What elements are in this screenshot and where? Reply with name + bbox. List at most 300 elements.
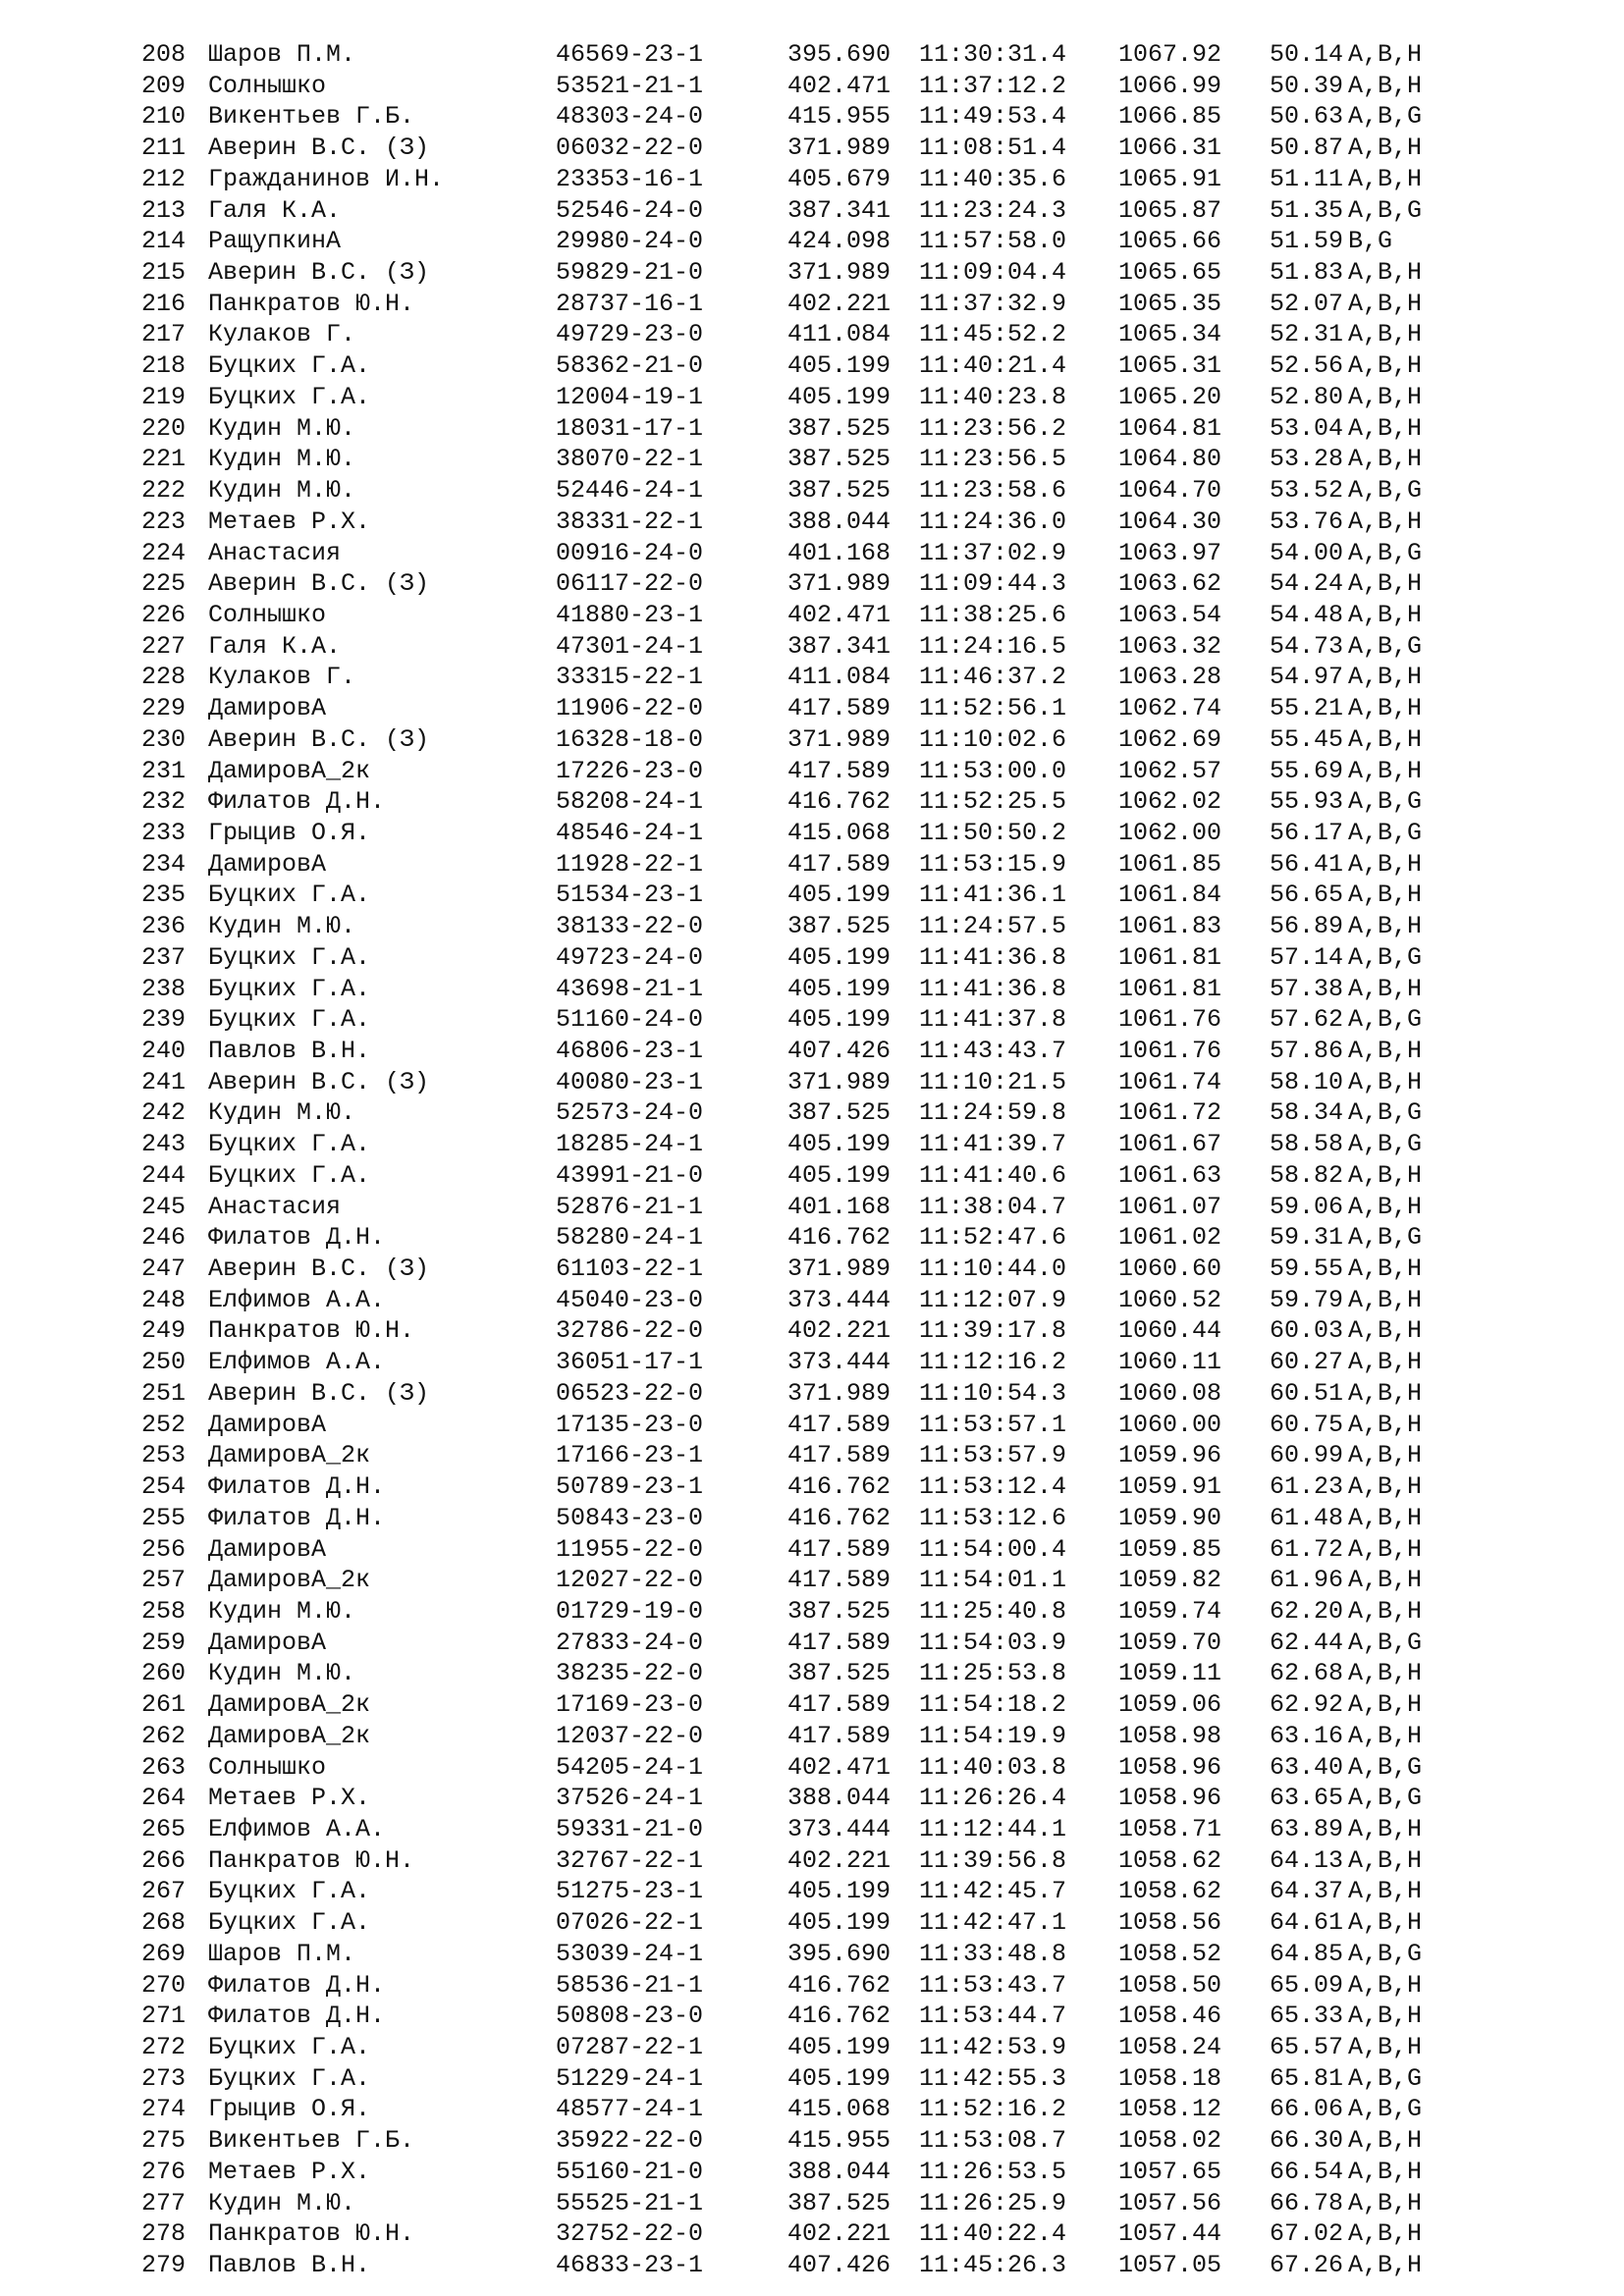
- distance-km: 405.199: [787, 1130, 892, 1159]
- place-number: 246: [141, 1223, 187, 1253]
- distance-km: 416.762: [787, 1970, 892, 2000]
- ring-number: 46806-23-1: [556, 1037, 704, 1065]
- arrival-time: 11:41:40.6: [919, 1160, 1067, 1190]
- fancier-name: Аверин В.С. (З): [208, 569, 430, 599]
- arrival-time: 11:49:53.4: [919, 102, 1067, 132]
- coefficient-value: 63.40: [1270, 1752, 1344, 1782]
- category-flags: A,B,H: [1348, 1472, 1423, 1502]
- place-number: 263: [141, 1752, 187, 1782]
- ring-number: 50808-23-0: [556, 2002, 704, 2031]
- category-flags: A,B,G: [1348, 2095, 1423, 2124]
- distance-km: 371.989: [787, 133, 892, 163]
- place-number: 210: [141, 102, 187, 132]
- ring-number: 29980-24-0: [556, 227, 704, 256]
- speed-value: 1061.63: [1118, 1160, 1222, 1190]
- coefficient-value: 59.55: [1270, 1255, 1344, 1284]
- arrival-time: 11:24:57.5: [919, 912, 1067, 941]
- category-flags: A,B,G: [1348, 942, 1423, 972]
- speed-value: 1061.83: [1118, 912, 1222, 941]
- ring-number: 12004-19-1: [556, 382, 704, 411]
- fancier-name: ДамировА: [208, 1410, 327, 1439]
- ring-number: 47301-24-1: [556, 631, 704, 661]
- place-number: 244: [141, 1160, 187, 1190]
- speed-value: 1063.28: [1118, 663, 1222, 692]
- coefficient-value: 51.59: [1270, 227, 1344, 256]
- place-number: 278: [141, 2219, 187, 2249]
- fancier-name: Буцких Г.А.: [208, 1908, 371, 1938]
- ring-number: 55160-21-0: [556, 2157, 704, 2186]
- place-number: 273: [141, 2063, 187, 2093]
- ring-number: 40080-23-1: [556, 1067, 704, 1096]
- distance-km: 373.444: [787, 1814, 892, 1843]
- coefficient-value: 53.52: [1270, 476, 1344, 506]
- ring-number: 51160-24-0: [556, 1005, 704, 1035]
- ring-number: 55525-21-1: [556, 2188, 704, 2217]
- ring-number: 41880-23-1: [556, 600, 704, 629]
- speed-value: 1065.20: [1118, 382, 1222, 411]
- fancier-name: Буцких Г.А.: [208, 974, 371, 1003]
- category-flags: A,B,H: [1348, 1534, 1423, 1564]
- distance-km: 401.168: [787, 538, 892, 567]
- category-flags: A,B,H: [1348, 2251, 1423, 2280]
- speed-value: 1059.82: [1118, 1566, 1222, 1595]
- place-number: 228: [141, 663, 187, 692]
- coefficient-value: 52.31: [1270, 320, 1344, 349]
- ring-number: 58208-24-1: [556, 787, 704, 817]
- coefficient-value: 62.68: [1270, 1659, 1344, 1688]
- speed-value: 1059.06: [1118, 1690, 1222, 1720]
- distance-km: 416.762: [787, 787, 892, 817]
- coefficient-value: 52.07: [1270, 289, 1344, 318]
- arrival-time: 11:33:48.8: [919, 1939, 1067, 1968]
- place-number: 239: [141, 1005, 187, 1035]
- coefficient-value: 56.41: [1270, 849, 1344, 879]
- coefficient-value: 66.54: [1270, 2157, 1344, 2186]
- category-flags: A,B,H: [1348, 2157, 1423, 2186]
- arrival-time: 11:53:12.6: [919, 1503, 1067, 1532]
- fancier-name: Анастасия: [208, 1192, 342, 1221]
- place-number: 258: [141, 1596, 187, 1626]
- category-flags: A,B,H: [1348, 1410, 1423, 1439]
- speed-value: 1060.52: [1118, 1285, 1222, 1314]
- fancier-name: Кудин М.Ю.: [208, 912, 356, 941]
- ring-number: 11955-22-0: [556, 1534, 704, 1564]
- ring-number: 32786-22-0: [556, 1316, 704, 1346]
- arrival-time: 11:45:52.2: [919, 320, 1067, 349]
- coefficient-value: 50.39: [1270, 71, 1344, 100]
- place-number: 209: [141, 71, 187, 100]
- ring-number: 51229-24-1: [556, 2063, 704, 2093]
- speed-value: 1061.85: [1118, 849, 1222, 879]
- ring-number: 38070-22-1: [556, 445, 704, 474]
- coefficient-value: 66.30: [1270, 2126, 1344, 2156]
- fancier-name: Грыцив О.Я.: [208, 818, 371, 847]
- speed-value: 1058.96: [1118, 1752, 1222, 1782]
- ring-number: 36051-17-1: [556, 1348, 704, 1377]
- coefficient-value: 59.79: [1270, 1285, 1344, 1314]
- category-flags: A,B,G: [1348, 818, 1423, 847]
- place-number: 277: [141, 2188, 187, 2217]
- distance-km: 405.199: [787, 2033, 892, 2061]
- category-flags: A,B,H: [1348, 756, 1423, 785]
- fancier-name: Галя К.А.: [208, 631, 342, 661]
- coefficient-value: 58.34: [1270, 1098, 1344, 1128]
- arrival-time: 11:53:08.7: [919, 2126, 1067, 2156]
- speed-value: 1058.18: [1118, 2063, 1222, 2093]
- arrival-time: 11:52:16.2: [919, 2095, 1067, 2124]
- arrival-time: 11:10:44.0: [919, 1255, 1067, 1284]
- fancier-name: Метаев Р.Х.: [208, 507, 371, 536]
- arrival-time: 11:53:43.7: [919, 1970, 1067, 2000]
- arrival-time: 11:24:16.5: [919, 631, 1067, 661]
- arrival-time: 11:12:44.1: [919, 1814, 1067, 1843]
- category-flags: A,B,H: [1348, 1348, 1423, 1377]
- distance-km: 371.989: [787, 1067, 892, 1096]
- distance-km: 415.068: [787, 818, 892, 847]
- fancier-name: Буцких Г.А.: [208, 1877, 371, 1906]
- ring-number: 35922-22-0: [556, 2126, 704, 2156]
- ring-number: 06523-22-0: [556, 1378, 704, 1408]
- ring-number: 17166-23-1: [556, 1441, 704, 1470]
- coefficient-value: 64.61: [1270, 1908, 1344, 1938]
- ring-number: 11906-22-0: [556, 694, 704, 723]
- fancier-name: ДамировА_2к: [208, 1721, 371, 1750]
- distance-km: 407.426: [787, 2251, 892, 2280]
- speed-value: 1057.05: [1118, 2251, 1222, 2280]
- place-number: 208: [141, 40, 187, 69]
- ring-number: 33315-22-1: [556, 663, 704, 692]
- distance-km: 405.199: [787, 382, 892, 411]
- distance-km: 388.044: [787, 2157, 892, 2186]
- distance-km: 387.525: [787, 912, 892, 941]
- fancier-name: ДамировА_2к: [208, 1441, 371, 1470]
- distance-km: 405.199: [787, 2063, 892, 2093]
- arrival-time: 11:24:59.8: [919, 1098, 1067, 1128]
- category-flags: A,B,H: [1348, 1255, 1423, 1284]
- coefficient-value: 65.81: [1270, 2063, 1344, 2093]
- place-number: 262: [141, 1721, 187, 1750]
- category-flags: A,B,H: [1348, 569, 1423, 599]
- arrival-time: 11:37:02.9: [919, 538, 1067, 567]
- fancier-name: Метаев Р.Х.: [208, 1784, 371, 1813]
- arrival-time: 11:46:37.2: [919, 663, 1067, 692]
- distance-km: 416.762: [787, 1503, 892, 1532]
- place-number: 253: [141, 1441, 187, 1470]
- ring-number: 12027-22-0: [556, 1566, 704, 1595]
- distance-km: 416.762: [787, 1472, 892, 1502]
- arrival-time: 11:52:56.1: [919, 694, 1067, 723]
- coefficient-value: 60.51: [1270, 1378, 1344, 1408]
- category-flags: A,B,H: [1348, 1814, 1423, 1843]
- coefficient-value: 56.65: [1270, 881, 1344, 910]
- fancier-name: Викентьев Г.Б.: [208, 102, 415, 132]
- arrival-time: 11:41:36.8: [919, 974, 1067, 1003]
- fancier-name: Шаров П.М.: [208, 40, 356, 69]
- category-flags: A,B,H: [1348, 600, 1423, 629]
- place-number: 248: [141, 1285, 187, 1314]
- arrival-time: 11:26:53.5: [919, 2157, 1067, 2186]
- arrival-time: 11:43:43.7: [919, 1037, 1067, 1065]
- fancier-name: Аверин В.С. (З): [208, 1067, 430, 1096]
- speed-value: 1059.85: [1118, 1534, 1222, 1564]
- speed-value: 1065.34: [1118, 320, 1222, 349]
- fancier-name: Елфимов А.А.: [208, 1348, 386, 1377]
- speed-value: 1058.62: [1118, 1845, 1222, 1875]
- arrival-time: 11:54:19.9: [919, 1721, 1067, 1750]
- place-number: 226: [141, 600, 187, 629]
- coefficient-value: 63.89: [1270, 1814, 1344, 1843]
- category-flags: A,B,G: [1348, 476, 1423, 506]
- arrival-time: 11:39:17.8: [919, 1316, 1067, 1346]
- category-flags: A,B,H: [1348, 1378, 1423, 1408]
- speed-value: 1061.67: [1118, 1130, 1222, 1159]
- category-flags: A,B,H: [1348, 413, 1423, 443]
- place-number: 212: [141, 164, 187, 193]
- speed-value: 1061.07: [1118, 1192, 1222, 1221]
- speed-value: 1064.81: [1118, 413, 1222, 443]
- fancier-name: Павлов В.Н.: [208, 2251, 371, 2280]
- category-flags: A,B,H: [1348, 382, 1423, 411]
- place-number: 245: [141, 1192, 187, 1221]
- ring-number: 32752-22-0: [556, 2219, 704, 2249]
- distance-km: 416.762: [787, 1223, 892, 1253]
- distance-km: 407.426: [787, 1037, 892, 1065]
- ring-number: 49723-24-0: [556, 942, 704, 972]
- place-number: 250: [141, 1348, 187, 1377]
- fancier-name: Аверин В.С. (З): [208, 1255, 430, 1284]
- speed-value: 1063.62: [1118, 569, 1222, 599]
- arrival-time: 11:09:04.4: [919, 258, 1067, 288]
- place-number: 217: [141, 320, 187, 349]
- distance-km: 415.068: [787, 2095, 892, 2124]
- speed-value: 1064.30: [1118, 507, 1222, 536]
- speed-value: 1061.81: [1118, 974, 1222, 1003]
- ring-number: 37526-24-1: [556, 1784, 704, 1813]
- fancier-name: Буцких Г.А.: [208, 382, 371, 411]
- ring-number: 52446-24-1: [556, 476, 704, 506]
- ring-number: 58280-24-1: [556, 1223, 704, 1253]
- speed-value: 1067.92: [1118, 40, 1222, 69]
- place-number: 231: [141, 756, 187, 785]
- distance-km: 373.444: [787, 1348, 892, 1377]
- fancier-name: Аверин В.С. (З): [208, 258, 430, 288]
- coefficient-value: 58.58: [1270, 1130, 1344, 1159]
- distance-km: 417.589: [787, 694, 892, 723]
- fancier-name: Панкратов Ю.Н.: [208, 1316, 415, 1346]
- speed-value: 1061.81: [1118, 942, 1222, 972]
- arrival-time: 11:30:31.4: [919, 40, 1067, 69]
- ring-number: 23353-16-1: [556, 164, 704, 193]
- place-number: 237: [141, 942, 187, 972]
- ring-number: 59331-21-0: [556, 1814, 704, 1843]
- coefficient-value: 55.45: [1270, 724, 1344, 754]
- speed-value: 1057.56: [1118, 2188, 1222, 2217]
- coefficient-value: 50.87: [1270, 133, 1344, 163]
- place-number: 251: [141, 1378, 187, 1408]
- distance-km: 417.589: [787, 1721, 892, 1750]
- arrival-time: 11:40:35.6: [919, 164, 1067, 193]
- arrival-time: 11:10:02.6: [919, 724, 1067, 754]
- place-number: 222: [141, 476, 187, 506]
- category-flags: B,G: [1348, 227, 1393, 256]
- fancier-name: Буцких Г.А.: [208, 2033, 371, 2061]
- speed-value: 1057.44: [1118, 2219, 1222, 2249]
- fancier-name: Солнышко: [208, 1752, 327, 1782]
- category-flags: A,B,H: [1348, 258, 1423, 288]
- distance-km: 395.690: [787, 1939, 892, 1968]
- distance-km: 417.589: [787, 849, 892, 879]
- arrival-time: 11:09:44.3: [919, 569, 1067, 599]
- category-flags: A,B,H: [1348, 1877, 1423, 1906]
- ring-number: 48546-24-1: [556, 818, 704, 847]
- distance-km: 387.525: [787, 1596, 892, 1626]
- distance-km: 388.044: [787, 507, 892, 536]
- place-number: 257: [141, 1566, 187, 1595]
- coefficient-value: 55.93: [1270, 787, 1344, 817]
- place-number: 229: [141, 694, 187, 723]
- speed-value: 1059.70: [1118, 1628, 1222, 1657]
- speed-value: 1059.74: [1118, 1596, 1222, 1626]
- coefficient-value: 51.11: [1270, 164, 1344, 193]
- arrival-time: 11:53:44.7: [919, 2002, 1067, 2031]
- coefficient-value: 62.44: [1270, 1628, 1344, 1657]
- distance-km: 387.341: [787, 195, 892, 225]
- place-number: 221: [141, 445, 187, 474]
- distance-km: 387.525: [787, 1098, 892, 1128]
- coefficient-value: 61.72: [1270, 1534, 1344, 1564]
- place-number: 225: [141, 569, 187, 599]
- arrival-time: 11:53:00.0: [919, 756, 1067, 785]
- coefficient-value: 61.23: [1270, 1472, 1344, 1502]
- fancier-name: Аверин В.С. (З): [208, 724, 430, 754]
- distance-km: 402.221: [787, 1316, 892, 1346]
- category-flags: A,B,H: [1348, 507, 1423, 536]
- category-flags: A,B,G: [1348, 1098, 1423, 1128]
- arrival-time: 11:53:12.4: [919, 1472, 1067, 1502]
- arrival-time: 11:10:54.3: [919, 1378, 1067, 1408]
- speed-value: 1060.11: [1118, 1348, 1222, 1377]
- fancier-name: Солнышко: [208, 71, 327, 100]
- distance-km: 371.989: [787, 1255, 892, 1284]
- arrival-time: 11:54:01.1: [919, 1566, 1067, 1595]
- arrival-time: 11:41:36.1: [919, 881, 1067, 910]
- ring-number: 17169-23-0: [556, 1690, 704, 1720]
- category-flags: A,B,G: [1348, 1628, 1423, 1657]
- category-flags: A,B,H: [1348, 2188, 1423, 2217]
- category-flags: A,B,H: [1348, 320, 1423, 349]
- arrival-time: 11:45:26.3: [919, 2251, 1067, 2280]
- coefficient-value: 66.06: [1270, 2095, 1344, 2124]
- arrival-time: 11:23:56.5: [919, 445, 1067, 474]
- category-flags: A,B,H: [1348, 1908, 1423, 1938]
- speed-value: 1058.24: [1118, 2033, 1222, 2061]
- speed-value: 1059.96: [1118, 1441, 1222, 1470]
- ring-number: 06117-22-0: [556, 569, 704, 599]
- category-flags: A,B,H: [1348, 164, 1423, 193]
- distance-km: 405.199: [787, 974, 892, 1003]
- category-flags: A,B,G: [1348, 1223, 1423, 1253]
- ring-number: 58536-21-1: [556, 1970, 704, 2000]
- fancier-name: Филатов Д.Н.: [208, 1223, 386, 1253]
- category-flags: A,B,G: [1348, 1784, 1423, 1813]
- category-flags: A,B,H: [1348, 849, 1423, 879]
- fancier-name: Филатов Д.Н.: [208, 1970, 386, 2000]
- category-flags: A,B,H: [1348, 663, 1423, 692]
- coefficient-value: 53.76: [1270, 507, 1344, 536]
- coefficient-value: 65.33: [1270, 2002, 1344, 2031]
- arrival-time: 11:38:04.7: [919, 1192, 1067, 1221]
- fancier-name: Кудин М.Ю.: [208, 1596, 356, 1626]
- category-flags: A,B,G: [1348, 195, 1423, 225]
- distance-km: 415.955: [787, 2126, 892, 2156]
- coefficient-value: 52.80: [1270, 382, 1344, 411]
- fancier-name: Елфимов А.А.: [208, 1285, 386, 1314]
- ring-number: 46569-23-1: [556, 40, 704, 69]
- distance-km: 371.989: [787, 724, 892, 754]
- category-flags: A,B,H: [1348, 133, 1423, 163]
- category-flags: A,B,H: [1348, 724, 1423, 754]
- speed-value: 1060.00: [1118, 1410, 1222, 1439]
- coefficient-value: 64.37: [1270, 1877, 1344, 1906]
- category-flags: A,B,H: [1348, 1690, 1423, 1720]
- distance-km: 402.471: [787, 600, 892, 629]
- place-number: 220: [141, 413, 187, 443]
- ring-number: 52546-24-0: [556, 195, 704, 225]
- fancier-name: ДамировА: [208, 849, 327, 879]
- speed-value: 1060.08: [1118, 1378, 1222, 1408]
- category-flags: A,B,G: [1348, 102, 1423, 132]
- place-number: 227: [141, 631, 187, 661]
- category-flags: A,B,G: [1348, 538, 1423, 567]
- distance-km: 417.589: [787, 1410, 892, 1439]
- fancier-name: Филатов Д.Н.: [208, 2002, 386, 2031]
- arrival-time: 11:40:03.8: [919, 1752, 1067, 1782]
- fancier-name: Грыцив О.Я.: [208, 2095, 371, 2124]
- fancier-name: Викентьев Г.Б.: [208, 2126, 415, 2156]
- arrival-time: 11:08:51.4: [919, 133, 1067, 163]
- speed-value: 1064.70: [1118, 476, 1222, 506]
- coefficient-value: 54.24: [1270, 569, 1344, 599]
- place-number: 260: [141, 1659, 187, 1688]
- coefficient-value: 57.86: [1270, 1037, 1344, 1065]
- fancier-name: Филатов Д.Н.: [208, 1503, 386, 1532]
- fancier-name: Филатов Д.Н.: [208, 1472, 386, 1502]
- speed-value: 1058.46: [1118, 2002, 1222, 2031]
- distance-km: 417.589: [787, 1690, 892, 1720]
- arrival-time: 11:12:07.9: [919, 1285, 1067, 1314]
- distance-km: 405.199: [787, 1908, 892, 1938]
- fancier-name: Павлов В.Н.: [208, 1037, 371, 1065]
- fancier-name: Филатов Д.Н.: [208, 787, 386, 817]
- fancier-name: Шаров П.М.: [208, 1939, 356, 1968]
- ring-number: 07026-22-1: [556, 1908, 704, 1938]
- arrival-time: 11:23:24.3: [919, 195, 1067, 225]
- speed-value: 1058.12: [1118, 2095, 1222, 2124]
- speed-value: 1063.32: [1118, 631, 1222, 661]
- distance-km: 411.084: [787, 663, 892, 692]
- arrival-time: 11:39:56.8: [919, 1845, 1067, 1875]
- category-flags: A,B,H: [1348, 1160, 1423, 1190]
- category-flags: A,B,H: [1348, 2126, 1423, 2156]
- coefficient-value: 62.92: [1270, 1690, 1344, 1720]
- place-number: 256: [141, 1534, 187, 1564]
- coefficient-value: 53.04: [1270, 413, 1344, 443]
- distance-km: 417.589: [787, 756, 892, 785]
- category-flags: A,B,H: [1348, 2033, 1423, 2061]
- distance-km: 395.690: [787, 40, 892, 69]
- coefficient-value: 60.03: [1270, 1316, 1344, 1346]
- ring-number: 11928-22-1: [556, 849, 704, 879]
